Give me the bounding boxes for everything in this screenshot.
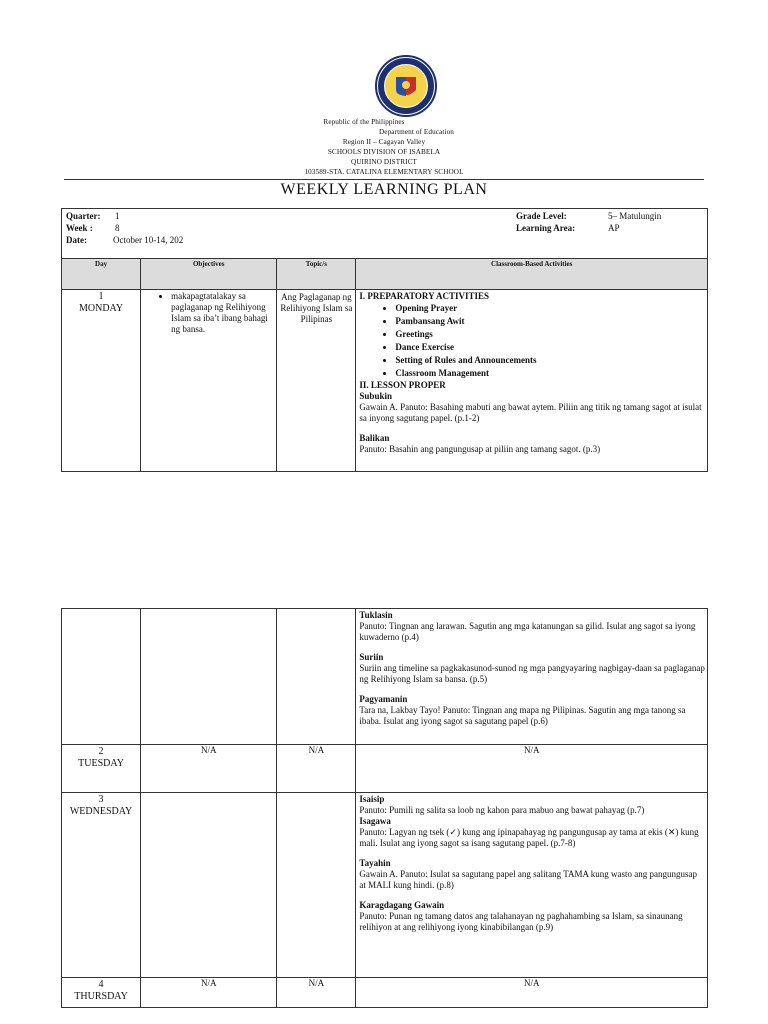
isagawa-text: Panuto: Lagyan ng tsek (✓) kung ang ipinapahayag ng pangungusap ay tama at ekis (✕) kung mali. Isulat ang iyong sagot sa isang sagutang papel. (p.7-8) bbox=[359, 827, 699, 848]
objectives-cell: N/A bbox=[141, 978, 277, 1008]
isagawa-heading: Isagawa bbox=[359, 816, 391, 826]
letterhead-school: 103589-STA. CATALINA ELEMENTARY SCHOOL bbox=[304, 168, 464, 176]
learning-area-label: Learning Area: bbox=[516, 223, 576, 233]
week-value: 8 bbox=[115, 223, 120, 233]
page-title: WEEKLY LEARNING PLAN bbox=[280, 181, 488, 198]
activities-cell: N/A bbox=[356, 745, 708, 793]
list-item: • Setting of Rules and Announcements bbox=[395, 354, 705, 367]
quarter-value: 1 bbox=[115, 211, 120, 221]
table-row-continued bbox=[62, 609, 708, 745]
letterhead-department: Department of Education bbox=[379, 128, 454, 136]
objectives-cell bbox=[141, 290, 277, 472]
list-item: • Opening Prayer bbox=[395, 302, 705, 315]
table-row-thursday bbox=[62, 978, 708, 1008]
day-name: WEDNESDAY bbox=[69, 806, 133, 817]
list-item: • Dance Exercise bbox=[395, 341, 705, 354]
suriin-text: Suriin ang timeline sa pagkakasunod-sunod ng mga pangyayaring nagbigay-daan sa paglaganap ng Relihiyong Islam sa bansa. (p.5) bbox=[359, 663, 705, 684]
table-row-tuesday bbox=[62, 745, 708, 793]
lesson-proper-heading: II. LESSON PROPER bbox=[359, 380, 446, 390]
grade-level-value: 5– Matulungin bbox=[608, 211, 662, 221]
day-number: 2 bbox=[98, 746, 104, 757]
day-number: 4 bbox=[98, 979, 104, 990]
column-header-activities: Classroom-Based Activities bbox=[356, 259, 708, 290]
letterhead-division: SCHOOLS DIVISION OF ISABELA bbox=[327, 148, 441, 156]
karagdagang-gawain-heading: Karagdagang Gawain bbox=[359, 900, 445, 910]
tayahin-heading: Tayahin bbox=[359, 858, 391, 868]
week-label: Week : bbox=[66, 223, 93, 233]
isaisip-text: Panuto: Pumili ng salita sa loob ng kahon para mabuo ang bawat pahayag (p.7) bbox=[359, 805, 645, 815]
day-number: 1 bbox=[98, 291, 104, 302]
subukin-heading: Subukin bbox=[359, 391, 392, 401]
grade-level-label: Grade Level: bbox=[516, 211, 567, 221]
column-header-topics: Topic/s bbox=[277, 259, 356, 290]
letterhead bbox=[0, 117, 768, 177]
suriin-heading: Suriin bbox=[359, 652, 384, 662]
list-item: • Greetings bbox=[395, 328, 705, 341]
day-name: THURSDAY bbox=[74, 991, 128, 1002]
activities-cell: N/A bbox=[356, 978, 708, 1008]
letterhead-district: QUIRINO DISTRICT bbox=[350, 158, 418, 166]
preparatory-heading: I. PREPARATORY ACTIVITIES bbox=[359, 291, 490, 301]
column-header-day: Day bbox=[62, 259, 141, 290]
list-item: • Pambansang Awit bbox=[395, 315, 705, 328]
learning-area-value: AP bbox=[608, 223, 620, 233]
plan-table-continued bbox=[61, 608, 708, 1008]
objectives-cell: N/A bbox=[141, 745, 277, 793]
day-cell bbox=[62, 978, 141, 1008]
topic-cell: N/A bbox=[277, 978, 356, 1008]
day-number: 3 bbox=[98, 794, 104, 805]
topic-cell: Ang Paglaganap ng Relihiyong Islam sa Pilipinas bbox=[277, 290, 356, 472]
activities-cell bbox=[356, 793, 708, 978]
isaisip-heading: Isaisip bbox=[359, 794, 385, 804]
table-row-wednesday bbox=[62, 793, 708, 978]
day-cell bbox=[62, 793, 141, 978]
subukin-text: Gawain A. Panuto: Basahing mabuti ang bawat aytem. Piliin ang titik ng tamang sagot at isulat sa inyong sagutang papel. (p.1-2) bbox=[359, 402, 702, 423]
activities-cell bbox=[356, 609, 708, 745]
plan-table bbox=[61, 258, 708, 472]
day-name: MONDAY bbox=[79, 303, 124, 314]
date-label: Date: bbox=[66, 235, 87, 245]
table-header-row bbox=[62, 259, 708, 290]
pagyamanin-text: Tara na, Lakbay Tayo! Panuto: Tingnan ang mapa ng Pilipinas. Sagutin ang mga tanong sa ibaba. Isulat ang iyong sagot sa sagutang papel (p.6) bbox=[359, 705, 686, 726]
activities-cell bbox=[356, 290, 708, 472]
deped-seal-logo bbox=[375, 55, 437, 117]
letterhead-country: Republic of the Philippines bbox=[323, 118, 405, 126]
topic-cell: N/A bbox=[277, 745, 356, 793]
balikan-heading: Balikan bbox=[359, 433, 390, 443]
tuklasin-text: Panuto: Tingnan ang larawan. Sagutin ang mga katanungan sa gilid. Isulat ang sagot sa iyong kuwaderno (p.4) bbox=[359, 621, 696, 642]
balikan-text: Panuto: Basahin ang pangungusap at piliin ang tamang sagot. (p.3) bbox=[359, 444, 601, 454]
day-cell bbox=[62, 290, 141, 472]
column-header-objectives: Objectives bbox=[141, 259, 277, 290]
day-cell bbox=[62, 745, 141, 793]
header-divider bbox=[64, 179, 704, 180]
info-table bbox=[61, 208, 708, 260]
tayahin-text: Gawain A. Panuto: Isulat sa sagutang papel ang salitang TAMA kung wasto ang pangungusap at MALI kung hindi. (p.8) bbox=[359, 869, 697, 890]
pagyamanin-heading: Pagyamanin bbox=[359, 694, 408, 704]
day-name: TUESDAY bbox=[78, 758, 124, 769]
list-item: • Classroom Management bbox=[395, 367, 705, 380]
tuklasin-heading: Tuklasin bbox=[359, 610, 393, 620]
quarter-label: Quarter: bbox=[66, 211, 101, 221]
karagdagang-gawain-text: Panuto: Punan ng tamang datos ang talahanayan ng paghahambing sa Islam, sa sinaunang relihiyon at ang relihiyong iyong kinabibilangan (p.9) bbox=[359, 911, 683, 932]
objective-item: • makapagtatalakay sa paglaganap ng Relihiyong Islam sa iba’t ibang bahagi ng bansa. bbox=[171, 291, 276, 335]
preparatory-list bbox=[359, 302, 705, 380]
date-value: October 10-14, 202 bbox=[113, 235, 184, 245]
table-row-monday bbox=[62, 290, 708, 472]
letterhead-region: Region II – Cagayan Valley bbox=[342, 138, 426, 146]
